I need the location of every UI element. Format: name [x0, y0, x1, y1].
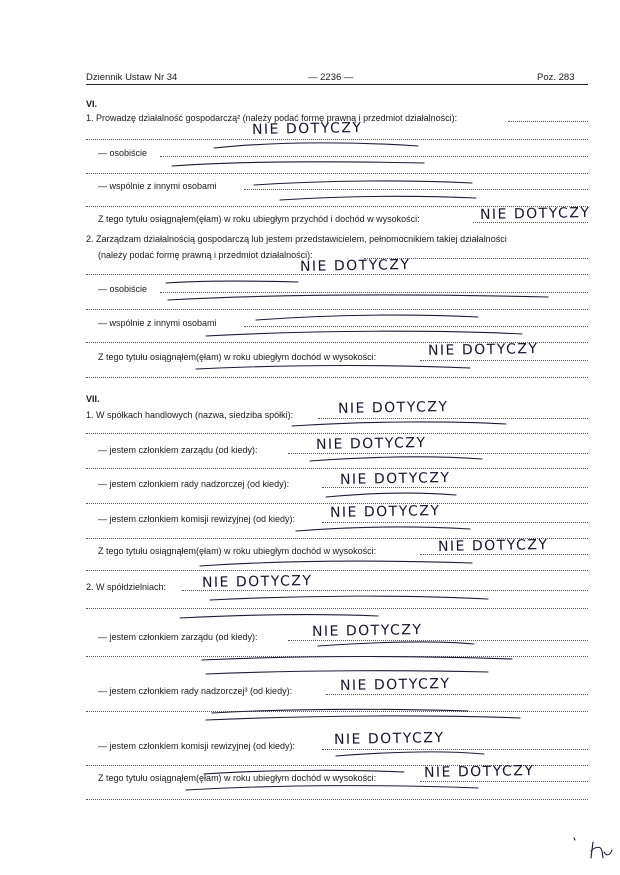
vii-item2-text: 2. W spółdzielniach: — [86, 582, 167, 592]
answer-line[interactable] — [420, 360, 588, 361]
answer-line[interactable] — [420, 781, 588, 782]
vii-item2-income-answer: NIE DOTYCZY — [423, 763, 535, 781]
strike-line — [172, 162, 424, 166]
strike-line — [186, 786, 478, 790]
header-rule — [86, 84, 588, 85]
vii-item1-text: 1. W spółkach handlowych (nazwa, siedziba spółki): — [86, 410, 294, 420]
answer-line[interactable] — [326, 694, 588, 695]
position-number: Poz. 283 — [537, 72, 575, 83]
vi-item2-joint-label: — wspólnie z innymi osobami — [98, 318, 217, 328]
answer-line[interactable] — [86, 711, 588, 712]
answer-line[interactable] — [244, 189, 588, 190]
vii-item2-audit-answer: NIE DOTYCZY — [333, 730, 445, 748]
strike-line — [214, 143, 418, 148]
vi-item2-income-answer: NIE DOTYCZY — [427, 341, 539, 359]
journal-title: Dziennik Ustaw Nr 34 — [86, 72, 178, 83]
answer-line[interactable] — [86, 173, 588, 174]
strike-line — [256, 315, 478, 320]
strike-line — [296, 527, 470, 531]
vii-item1-income-answer: NIE DOTYCZY — [437, 537, 549, 555]
vii-item2-answer: NIE DOTYCZY — [201, 573, 313, 591]
strike-line — [202, 657, 512, 661]
vii-item2-audit-label: — jestem członkiem komisji rewizyjnej (od kiedy): — [98, 741, 296, 751]
answer-line[interactable] — [322, 749, 588, 750]
vi-item1-income-answer: NIE DOTYCZY — [479, 205, 591, 223]
strike-line — [196, 366, 470, 370]
vii-item1-board-label: — jestem członkiem zarządu (od kiedy): — [98, 445, 258, 455]
vii-item2-supervisory-label: — jestem członkiem rady nadzorczej³ (od kiedy): — [98, 686, 293, 696]
vi-item2-answer: NIE DOTYCZY — [299, 257, 411, 275]
vii-item1-income-text: Z tego tytułu osiągnąłem(ęłam) w roku ubiegłym dochód w wysokości: — [98, 546, 377, 556]
strike-line — [168, 295, 548, 300]
answer-line[interactable] — [318, 418, 588, 419]
vii-item1-supervisory-label: — jestem członkiem rady nadzorczej (od kiedy): — [98, 479, 290, 489]
strike-line — [206, 716, 520, 720]
vi-item1-personal-label: — osobiście — [98, 148, 148, 158]
answer-line[interactable] — [86, 656, 588, 657]
strike-line — [318, 642, 474, 646]
answer-line[interactable] — [322, 522, 588, 523]
answer-line[interactable] — [86, 468, 588, 469]
vii-item2-supervisory-answer: NIE DOTYCZY — [339, 676, 451, 694]
vii-item1-answer: NIE DOTYCZY — [337, 399, 449, 417]
strike-line — [254, 181, 472, 185]
vii-item2-income-text: Z tego tytułu osiągnąłem(ęłam) w roku ubiegłym dochód w wysokości: — [98, 773, 377, 783]
strike-line — [166, 281, 298, 283]
vii-item1-audit-label: — jestem członkiem komisji rewizyjnej (od kiedy): — [98, 514, 296, 524]
vi-item2-income-text: Z tego tytułu osiągnąłem(ęłam) w roku ubiegłym dochód w wysokości: — [98, 352, 377, 362]
strike-line — [200, 561, 472, 566]
answer-line[interactable] — [86, 433, 588, 434]
strike-line — [336, 752, 484, 756]
answer-line[interactable] — [86, 608, 588, 609]
vi-item2-personal-label: — osobiście — [98, 284, 148, 294]
answer-line[interactable] — [508, 121, 588, 122]
strike-line — [206, 671, 488, 674]
vi-item2-text-line1: 2. Zarządzam działalnością gospodarczą lub jestem przedstawicielem, pełnomocnikiem takiej działalności — [86, 234, 507, 244]
vi-item1-answer: NIE DOTYCZY — [251, 120, 363, 138]
answer-line[interactable] — [160, 292, 588, 293]
answer-line[interactable] — [288, 453, 588, 454]
vii-item1-supervisory-answer: NIE DOTYCZY — [339, 470, 451, 488]
strike-line — [180, 615, 378, 618]
vi-item1-income-text: Z tego tytułu osiągnąłem(ęłam) w roku ubiegłym przychód i dochód w wysokości: — [98, 214, 420, 224]
strike-line — [280, 196, 476, 200]
strike-line — [326, 493, 456, 497]
answer-line[interactable] — [86, 139, 588, 140]
answer-line[interactable] — [86, 799, 588, 800]
answer-line[interactable] — [244, 326, 588, 327]
vii-item1-audit-answer: NIE DOTYCZY — [329, 503, 441, 521]
strike-line — [292, 422, 506, 426]
answer-line[interactable] — [86, 309, 588, 310]
vi-item1-text: 1. Prowadzę działalność gospodarczą² (należy podać formę prawną i przedmiot działalności): — [86, 113, 458, 123]
vii-item2-board-label: — jestem członkiem zarządu (od kiedy): — [98, 632, 258, 642]
vi-item1-joint-label: — wspólnie z innymi osobami — [98, 181, 217, 191]
answer-line[interactable] — [86, 570, 588, 571]
answer-line[interactable] — [86, 377, 588, 378]
page-number: — 2236 — — [308, 72, 354, 83]
section-vii-heading: VII. — [86, 394, 100, 404]
vi-item2-text-line2: (należy podać formę prawną i przedmiot działalności): — [98, 250, 313, 260]
strike-line — [206, 331, 522, 336]
vii-item2-board-answer: NIE DOTYCZY — [311, 622, 423, 640]
answer-line[interactable] — [160, 156, 588, 157]
strike-line — [310, 457, 482, 461]
strike-line — [210, 596, 488, 600]
signature-scribble — [574, 838, 612, 858]
vii-item1-board-answer: NIE DOTYCZY — [315, 435, 427, 453]
answer-line[interactable] — [288, 640, 588, 641]
section-vi-heading: VI. — [86, 99, 98, 109]
